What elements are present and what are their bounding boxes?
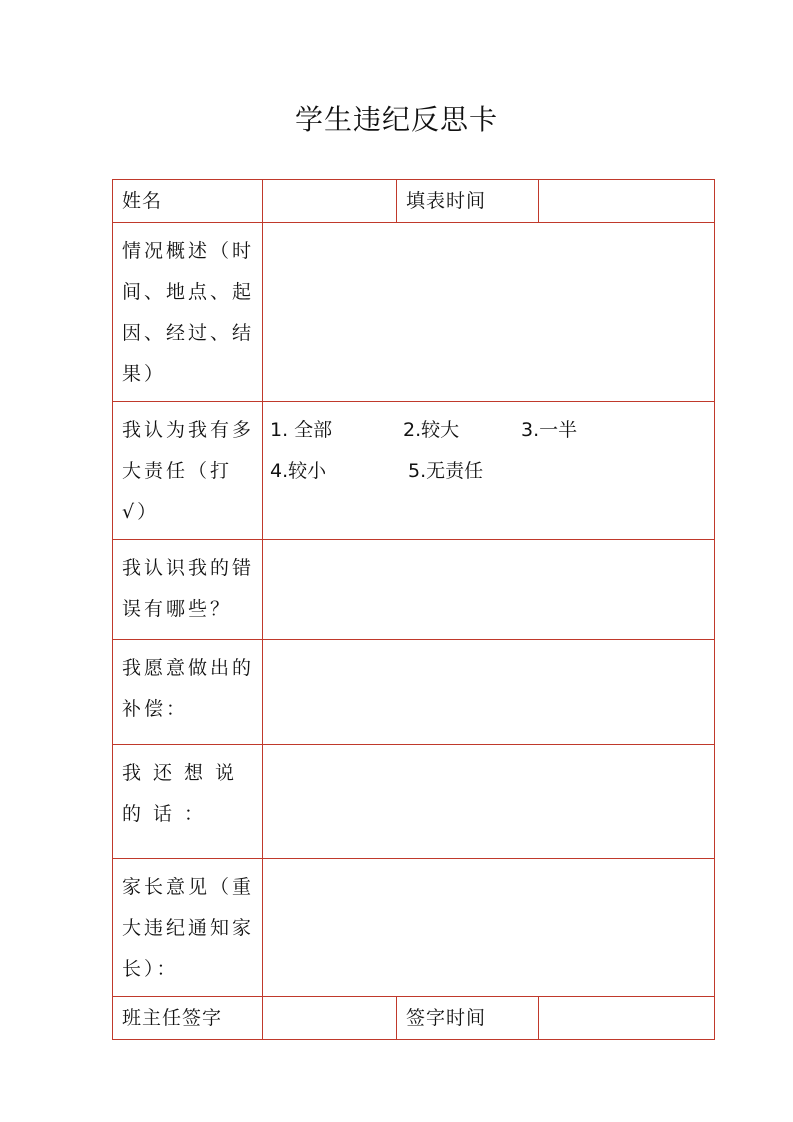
row-more-words — [113, 745, 715, 859]
option-large[interactable]: 2.较大 — [403, 419, 460, 441]
mistakes-label: 我认识我的错误有哪些？ — [113, 540, 263, 640]
sign-time-label: 签字时间 — [397, 997, 539, 1040]
name-field[interactable] — [263, 180, 397, 223]
row-mistakes — [113, 540, 715, 640]
compensation-field[interactable] — [263, 640, 715, 745]
parent-opinion-field[interactable] — [263, 859, 715, 997]
responsibility-label: 我认为我有多大责任（打√） — [113, 402, 263, 540]
row-compensation — [113, 640, 715, 745]
teacher-sign-field[interactable] — [263, 997, 397, 1040]
situation-field[interactable] — [263, 223, 715, 402]
more-words-field[interactable] — [263, 745, 715, 859]
reflection-form-table — [112, 179, 715, 1040]
row-situation — [113, 223, 715, 402]
mistakes-field[interactable] — [263, 540, 715, 640]
situation-label: 情况概述（时间、地点、起因、经过、结果） — [113, 223, 263, 402]
row-responsibility — [113, 402, 715, 540]
teacher-sign-label: 班主任签字 — [113, 997, 263, 1040]
more-words-label: 我还想说的话： — [113, 745, 263, 859]
name-label: 姓名 — [113, 180, 263, 223]
compensation-label: 我愿意做出的补偿： — [113, 640, 263, 745]
option-none[interactable]: 5.无责任 — [408, 460, 484, 482]
row-signature — [113, 997, 715, 1040]
page-title: 学生违纪反思卡 — [294, 103, 498, 136]
fill-time-field[interactable] — [539, 180, 715, 223]
row-name — [113, 180, 715, 223]
fill-time-label: 填表时间 — [397, 180, 539, 223]
option-half[interactable]: 3.一半 — [521, 419, 578, 441]
responsibility-options — [263, 402, 715, 540]
row-parent-opinion — [113, 859, 715, 997]
option-all[interactable]: 1. 全部 — [270, 419, 333, 441]
option-small[interactable]: 4.较小 — [270, 460, 327, 482]
sign-time-field[interactable] — [539, 997, 715, 1040]
parent-opinion-label: 家长意见（重大违纪通知家长）： — [113, 859, 263, 997]
